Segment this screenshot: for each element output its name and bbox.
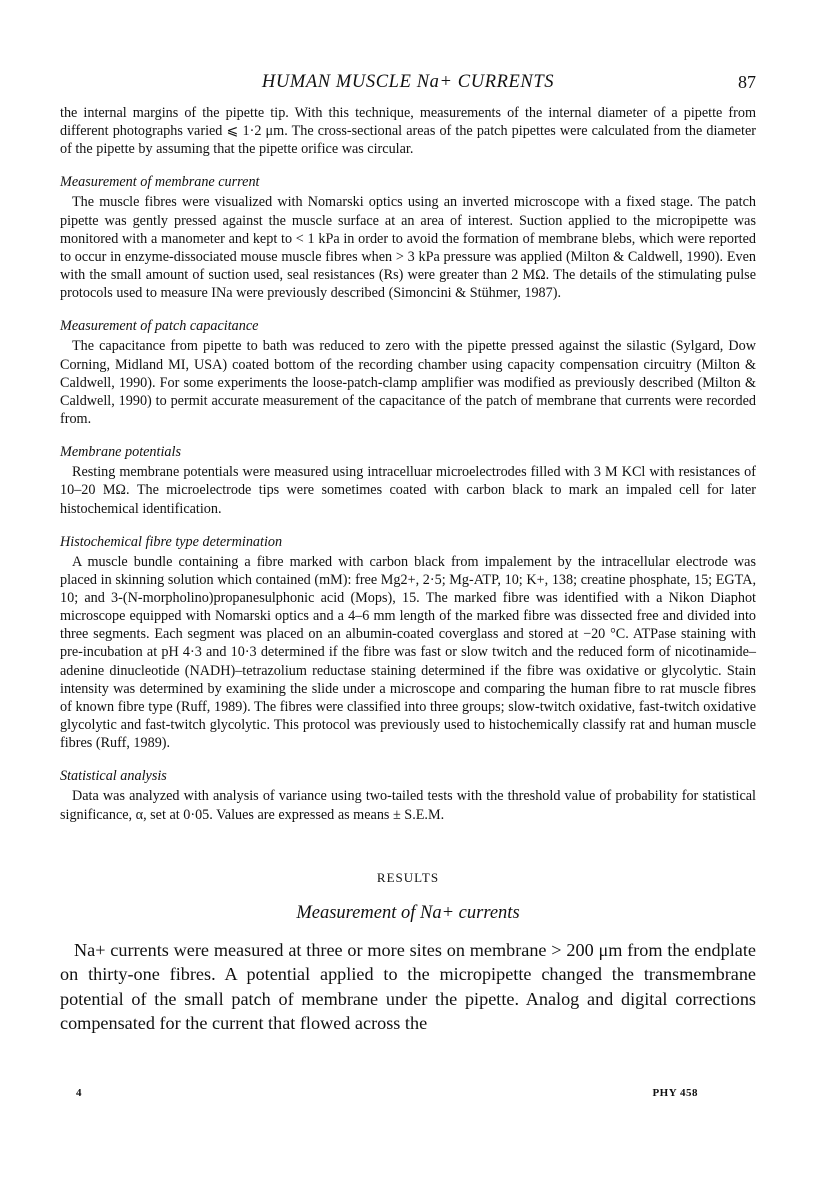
section-heading: Measurement of membrane current: [60, 174, 260, 191]
journal-code: PHY 458: [652, 1087, 698, 1099]
section-fibre-type: [60, 533, 756, 753]
section-statistics: [60, 767, 756, 823]
section-heading: Measurement of patch capacitance: [60, 318, 259, 335]
intro-paragraph: the internal margins of the pipette tip. With this technique, measurements of the internal diameter of a pipette from different photographs varied ⩽ 1·2 μm. The cross-sectional areas of the patch pipettes were calculated from the diameter of the pipette by assuming that the pipette orifice was circular.: [60, 105, 756, 158]
section-membrane-potentials: [60, 443, 756, 517]
results-heading: RESULTS: [376, 869, 440, 885]
page-number: 87: [738, 72, 756, 92]
running-head: [60, 72, 756, 96]
section-heading: Membrane potentials: [60, 444, 181, 461]
results-subheading: Measurement of Na+ currents: [296, 902, 520, 923]
section-paragraph: The capacitance from pipette to bath was reduced to zero with the pipette pressed against the silastic (Sylgard, Dow Corning, Midland MI, USA) coated bottom of the recording chamber using capacity compensation circuitry (Milton & Caldwell, 1990). For some experiments the loose-patch-clamp amplifier was modified as previously described (Milton & Caldwell, 1990) to permit accurate measurement of the capacitance of the patch of membrane that currents were recorded from.: [60, 338, 756, 428]
section-paragraph: The muscle fibres were visualized with Nomarski optics using an inverted microscope with a fixed stage. The patch pipette was gently pressed against the muscle surface at an area of interest. Suction applied to the micropipette was monitored with a manometer and kept to < 1 kPa in order to avoid the formation of membrane blebs, which were reported to occur in enzyme-dissociated mouse muscle fibres when > 3 kPa pressure was applied (Milton & Caldwell, 1990). Even with the small amount of suction used, seal resistances (Rs) were greater than 2 MΩ. The details of the stimulating pulse protocols used to measure INa were previously described (Simoncini & Stühmer, 1987).: [60, 194, 756, 302]
results-text: [60, 938, 756, 1036]
section-paragraph: Data was analyzed with analysis of variance using two-tailed tests with the threshold value of probability for statistical significance, α, set at 0·05. Values are expressed as means ± S.E.M.: [60, 788, 756, 823]
methods-text: [60, 104, 756, 824]
signature-mark: 4: [76, 1087, 82, 1099]
page-footer: [76, 1087, 698, 1103]
section-membrane-current: [60, 173, 756, 302]
results-paragraph: Na+ currents were measured at three or more sites on membrane > 200 μm from the endplate on thirty-one fibres. A potential applied to the micropipette changed the transmembrane potential of the small patch of membrane under the pipette. Analog and digital corrections compensated for the current that flowed across the: [60, 939, 756, 1034]
section-paragraph: A muscle bundle containing a fibre marked with carbon black from impalement by the intracellular electrode was placed in skinning solution which contained (mM): free Mg2+, 2·5; Mg-ATP, 10; K+, 138; creatine phosphate, 15; EGTA, 10; and 3-(N-morpholino)propanesulphonic acid (Mops), 15. The marked fibre was identified with a Nikon Diaphot microscope equipped with Nomarski optics and a 4–6 mm length of the marked fibre was dissected free and divided into three segments. Each segment was placed on an albumin-coated coverglass and stored at −20 °C. ATPase staining with pre-incubation at pH 4·3 and 10·3 determined if the fibre was fast or slow twitch and the reduced form of nicotinamide–adenine dinucleotide (NADH)–tetrazolium reductase staining determined if the fibre was oxidative or glycolytic. Stain intensity was determined by examining the slide under a microscope and comparing the human fibre to rat muscle fibres of known fibre type (Ruff, 1989). The fibres were classified into three groups; slow-twitch oxidative, fast-twitch oxidative glycolytic and fast-twitch glycolytic. This protocol was previously used to histochemically classify rat and human muscle fibres (Ruff, 1989).: [60, 553, 756, 752]
section-patch-capacitance: [60, 317, 756, 428]
section-heading: Histochemical fibre type determination: [60, 533, 283, 550]
section-heading: Statistical analysis: [60, 768, 167, 785]
article-body: [60, 104, 756, 1036]
section-paragraph: Resting membrane potentials were measured using intracelluar microelectrodes filled with 3 M KCl with resistances of 10–20 MΩ. The microelectrode tips were sometimes coated with carbon black to mark an impaled cell for later histochemical identification.: [60, 464, 756, 517]
running-title: HUMAN MUSCLE Na+ CURRENTS: [261, 72, 555, 92]
